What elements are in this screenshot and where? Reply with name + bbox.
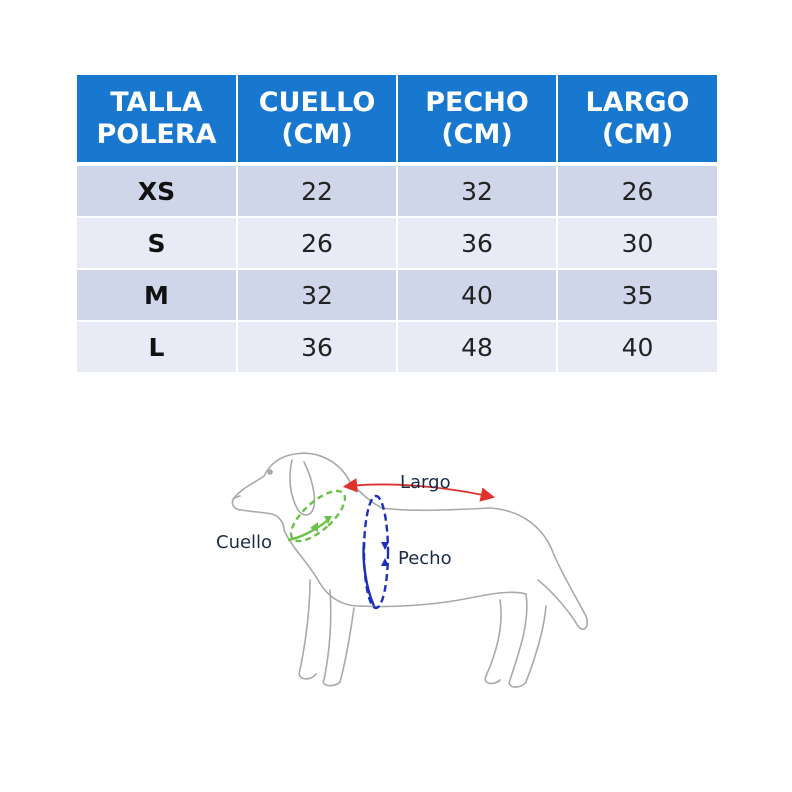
largo-cell: 35 <box>557 269 717 321</box>
table-row <box>77 321 717 373</box>
dog-measurement-diagram <box>200 430 600 700</box>
cuello-cell: 36 <box>237 321 397 373</box>
cuello-cell: 22 <box>237 164 397 217</box>
largo-cell: 30 <box>557 217 717 269</box>
size-cell: XS <box>77 164 237 217</box>
header-cuello: CUELLO (CM) <box>237 75 397 164</box>
header-talla: TALLA POLERA <box>77 75 237 164</box>
pecho-cell: 48 <box>397 321 557 373</box>
largo-label: Largo <box>400 472 451 493</box>
size-cell: S <box>77 217 237 269</box>
largo-cell: 40 <box>557 321 717 373</box>
pecho-cell: 32 <box>397 164 557 217</box>
pecho-cell: 36 <box>397 217 557 269</box>
table-row <box>77 217 717 269</box>
pecho-ring <box>363 496 389 608</box>
cuello-cell: 32 <box>237 269 397 321</box>
size-table <box>77 75 717 374</box>
cuello-cell: 26 <box>237 217 397 269</box>
header-largo: LARGO (CM) <box>557 75 717 164</box>
pecho-cell: 40 <box>397 269 557 321</box>
table-header-row <box>77 75 717 164</box>
cuello-label: Cuello <box>216 532 273 553</box>
size-cell: L <box>77 321 237 373</box>
cuello-ring <box>283 483 352 549</box>
size-cell: M <box>77 269 237 321</box>
table-row <box>77 269 717 321</box>
table-row <box>77 164 717 217</box>
header-pecho: PECHO (CM) <box>397 75 557 164</box>
largo-cell: 26 <box>557 164 717 217</box>
pecho-label: Pecho <box>398 548 452 569</box>
